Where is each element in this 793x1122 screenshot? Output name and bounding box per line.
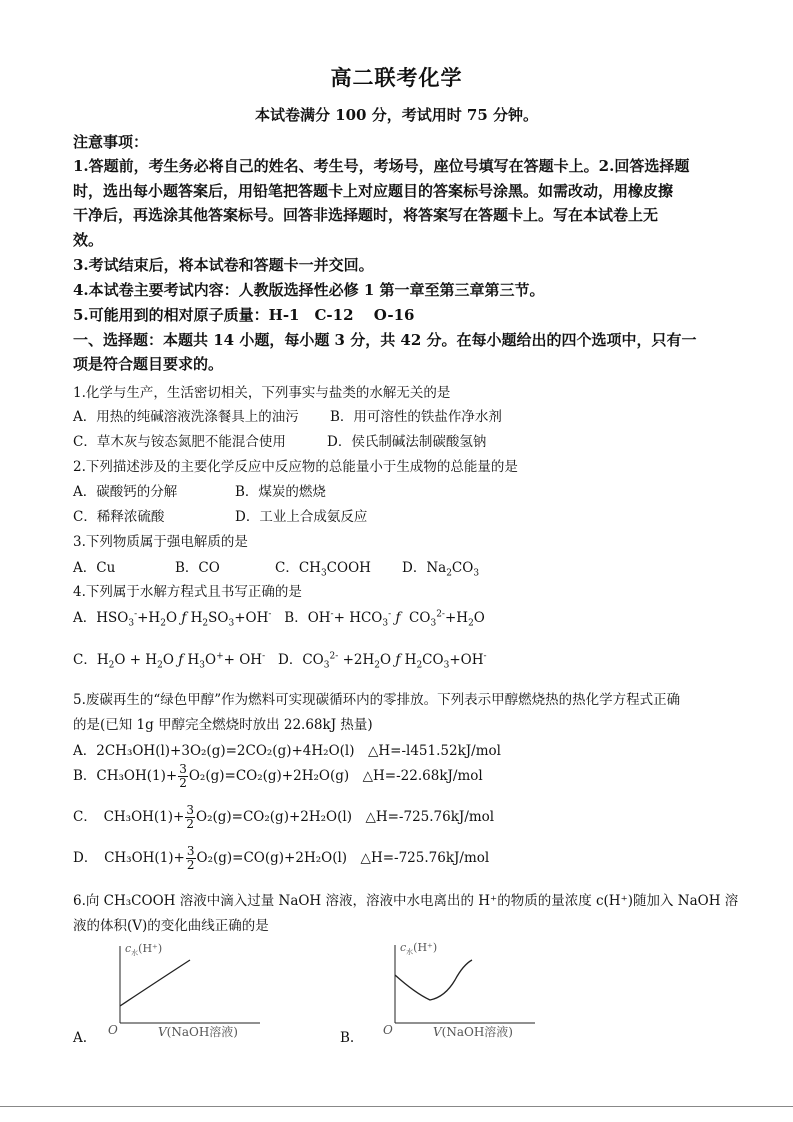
section-heading: 项是符合题目要求的。 [73,355,224,373]
reversible-arrow-icon: ƒ [178,652,184,668]
q2-option-a: A．碳酸钙的分解 [73,484,178,500]
q5-option-c: C． CH₃OH(1)+ $\frac{3}{2}$ O₂(g)=CO₂(g)+2H₂O(l) △H=-725.76kJ/mol [73,803,495,831]
curve [395,960,472,1000]
q4-stem: 4.下列属于水解方程式且书写正确的是 [73,584,302,600]
graph-a [100,938,270,1038]
q1-option-b: B．用可溶性的铁盐作净水剂 [330,409,502,425]
q3-option-a: A．Cu [73,560,116,576]
notice-heading: 注意事项： [73,133,149,151]
q3-option-c: C．$CH_3COOH$ [275,560,371,579]
x-label: V(NaOH溶液) [433,1025,513,1038]
notice-line: 时，选出每小题答案后，用铅笔把答题卡上对应题目的答案标号涂黑。如需改动，用橡皮擦 [73,182,674,200]
q2-option-b: B．煤炭的燃烧 [235,484,326,500]
q4-option-c: C．$H_2O + H_2O$ ƒ $H_3O^++ OH^-$ D．$CO_3^{2-} +2H_2O$ ƒ $H_2CO_3+OH^-$ [73,651,487,671]
q5-option-b: B．CH₃OH(1)+ $\frac{3}{2}$ O₂(g)=CO₂(g)+2H₂O(g) △H=-22.68kJ/mol [73,762,483,790]
y-label: $c_水(H^+)$ [400,941,438,956]
origin-label: O [108,1023,118,1037]
origin-label: O [383,1023,393,1037]
q6-stem: 6.向 CH₃COOH 溶液中滴入过量 NaOH 溶液，溶液中水电离出的 H⁺的物质的量浓度 c(H⁺)随加入 NaOH 溶 [73,893,739,909]
notice-line: 3.考试结束后，将本试卷和答题卡一并交回。 [73,256,374,274]
q5-option-a: A．2CH₃OH(l)+3O₂(g)=2CO₂(g)+4H₂O(l) △H=-l451.52kJ/mol [73,743,501,759]
reversible-arrow-icon: ƒ [395,610,401,626]
notice-line: 效。 [73,231,104,249]
notice-line: 5.可能用到的相对原子质量：H-1 C-12 O-16 [73,306,415,324]
notice-line: 1.答题前，考生务必将自己的姓名、考生号，考场号，座位号填写在答题卡上。2.回答选择题 [73,157,690,175]
q2-option-d: D．工业上合成氨反应 [235,509,368,525]
fraction: $\frac{3}{2}$ [186,803,195,831]
q5-stem: 的是(已知 1g 甲醇完全燃烧时放出 22.68kJ 热量) [73,717,373,733]
q6-option-a: A. [73,1030,88,1046]
x-label: V(NaOH溶液) [158,1025,238,1038]
q2-option-c: C．稀释浓硫酸 [73,509,165,525]
fraction: $\frac{3}{2}$ [179,762,187,790]
curve [120,960,190,1006]
notice-line: 干净后，再选涂其他答案标号。回答非选择题时，将答案写在答题卡上。写在本试卷上无 [73,206,659,224]
q1-stem: 1.化学与生产，生活密切相关，下列事实与盐类的水解无关的是 [73,385,451,401]
q1-option-c: C．草木灰与铵态氮肥不能混合使用 [73,434,286,450]
q3-option-b: B．CO [175,560,220,576]
y-label: $c_水(H^+)$ [125,942,163,957]
q1-option-a: A．用热的纯碱溶液洗涤餐具上的油污 [73,409,299,425]
page-bottom-rule [0,1106,793,1107]
q6-stem: 液的体积(V)的变化曲线正确的是 [73,918,269,934]
q1-option-d: D．侯氏制碱法制碳酸氢钠 [327,434,487,450]
q5-stem: 5.废碳再生的“绿色甲醇”作为燃料可实现碳循环内的零排放。下列表示甲醇燃烧热的热化学方程式正确 [73,692,681,708]
q6-option-b: B. [340,1030,355,1046]
q2-stem: 2.下列描述涉及的主要化学反应中反应物的总能量小于生成物的总能量的是 [73,459,518,475]
section-heading: 一、选择题：本题共 14 小题，每小题 3 分，共 42 分。在每小题给出的四个选项中，只有一 [73,331,697,349]
q3-option-d: D．$Na_2CO_3$ [402,560,480,579]
page-title: 高二联考化学 [330,66,463,90]
notice-line: 4.本试卷主要考试内容：人教版选择性必修 1 第一章至第三章第三节。 [73,281,545,299]
q3-stem: 3.下列物质属于强电解质的是 [73,534,248,550]
reversible-arrow-icon: ƒ [395,652,401,668]
q5-option-d: D． CH₃OH(1)+ $\frac{3}{2}$ O₂(g)=CO(g)+2H₂O(l) △H=-725.76kJ/mol [73,844,490,872]
q4-option-a: A．$HSO_3^-+H_2O$ ƒ $H_2SO_3+OH^-$ B．$OH^-+ HCO_3^-$ ƒ $CO_3^{2-}+H_2O$ [73,609,485,629]
page-subtitle: 本试卷满分 100 分，考试用时 75 分钟。 [254,106,539,124]
fraction: $\frac{3}{2}$ [186,844,195,872]
graph-b [375,935,545,1038]
reversible-arrow-icon: ƒ [181,610,187,626]
